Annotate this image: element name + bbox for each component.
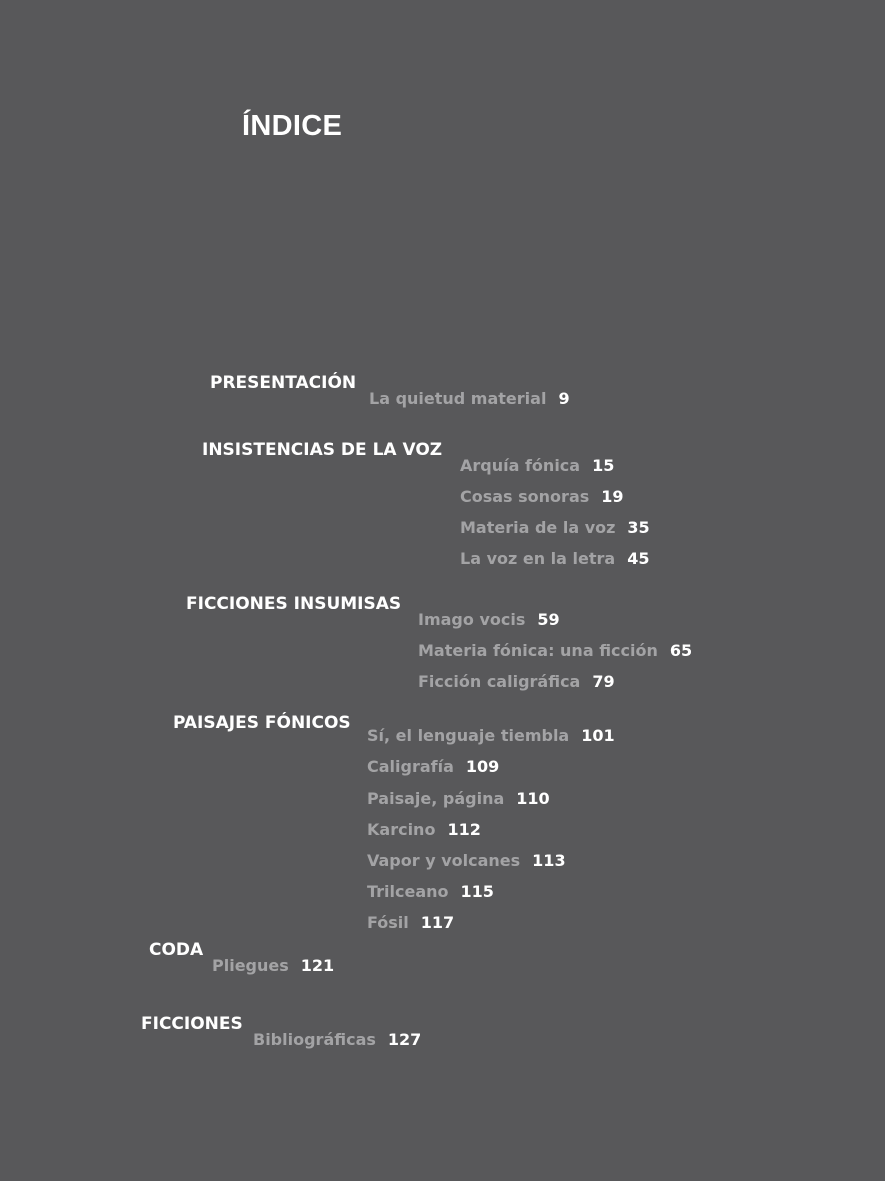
toc-entry[interactable] xyxy=(460,518,650,538)
entry-title: Bibliográficas xyxy=(253,1030,376,1049)
section-heading: PRESENTACIÓN xyxy=(210,373,357,393)
entry-page-number: 65 xyxy=(669,641,693,660)
entry-title: Paisaje, página xyxy=(367,789,505,808)
toc-entry[interactable] xyxy=(253,1030,421,1050)
section-heading: PAISAJES FÓNICOS xyxy=(173,713,351,733)
entry-page-number: 117 xyxy=(420,913,455,932)
entry-page-number: 45 xyxy=(627,549,650,568)
toc-entry[interactable] xyxy=(367,820,481,840)
entry-title: Arquía fónica xyxy=(460,456,581,475)
toc-entry[interactable] xyxy=(367,757,499,777)
toc-entry[interactable] xyxy=(460,456,614,476)
toc-entry[interactable] xyxy=(367,726,615,746)
entry-page-number: 110 xyxy=(516,789,550,808)
entry-page-number: 113 xyxy=(532,851,566,870)
section-heading: CODA xyxy=(149,940,204,960)
entry-page-number: 79 xyxy=(592,672,615,691)
page-title: ÍNDICE xyxy=(242,110,343,142)
entry-title: Sí, el lenguaje tiembla xyxy=(367,726,570,745)
entry-title: La quietud material xyxy=(369,389,547,408)
toc-entry[interactable] xyxy=(418,641,692,661)
entry-page-number: 9 xyxy=(558,389,570,408)
entry-title: Materia de la voz xyxy=(460,518,616,537)
entry-page-number: 19 xyxy=(601,487,624,506)
section-heading: INSISTENCIAS DE LA VOZ xyxy=(202,440,443,460)
entry-page-number: 59 xyxy=(537,610,560,629)
entry-page-number: 101 xyxy=(581,726,615,745)
toc-entry[interactable] xyxy=(367,913,454,933)
toc-entry[interactable] xyxy=(367,882,494,902)
toc-entry[interactable] xyxy=(460,487,624,507)
entry-title: Imago vocis xyxy=(418,610,526,629)
entry-title: Trilceano xyxy=(367,882,449,901)
toc-entry[interactable] xyxy=(460,549,649,569)
toc-entry[interactable] xyxy=(367,851,566,871)
toc-entry[interactable] xyxy=(369,389,570,409)
entry-title: Caligrafía xyxy=(367,757,454,776)
toc-entry[interactable] xyxy=(212,956,334,976)
entry-page-number: 35 xyxy=(627,518,650,537)
entry-title: Pliegues xyxy=(212,956,289,975)
entry-title: Fósil xyxy=(367,913,409,932)
entry-title: Materia fónica: una ficción xyxy=(418,641,658,660)
toc-entry[interactable] xyxy=(367,789,550,809)
entry-title: Vapor y volcanes xyxy=(367,851,521,870)
entry-title: Ficción caligráfica xyxy=(418,672,581,691)
entry-title: Karcino xyxy=(367,820,436,839)
entry-title: Cosas sonoras xyxy=(460,487,590,506)
section-heading: FICCIONES xyxy=(141,1014,243,1034)
entry-page-number: 112 xyxy=(447,820,481,839)
entry-page-number: 127 xyxy=(387,1030,422,1049)
entry-page-number: 15 xyxy=(592,456,615,475)
entry-page-number: 109 xyxy=(465,757,500,776)
entry-title: La voz en la letra xyxy=(460,549,616,568)
entry-page-number: 115 xyxy=(460,882,494,901)
toc-entry[interactable] xyxy=(418,610,560,630)
toc-entry[interactable] xyxy=(418,672,615,692)
section-heading: FICCIONES INSUMISAS xyxy=(186,594,402,614)
entry-page-number: 121 xyxy=(300,956,335,975)
